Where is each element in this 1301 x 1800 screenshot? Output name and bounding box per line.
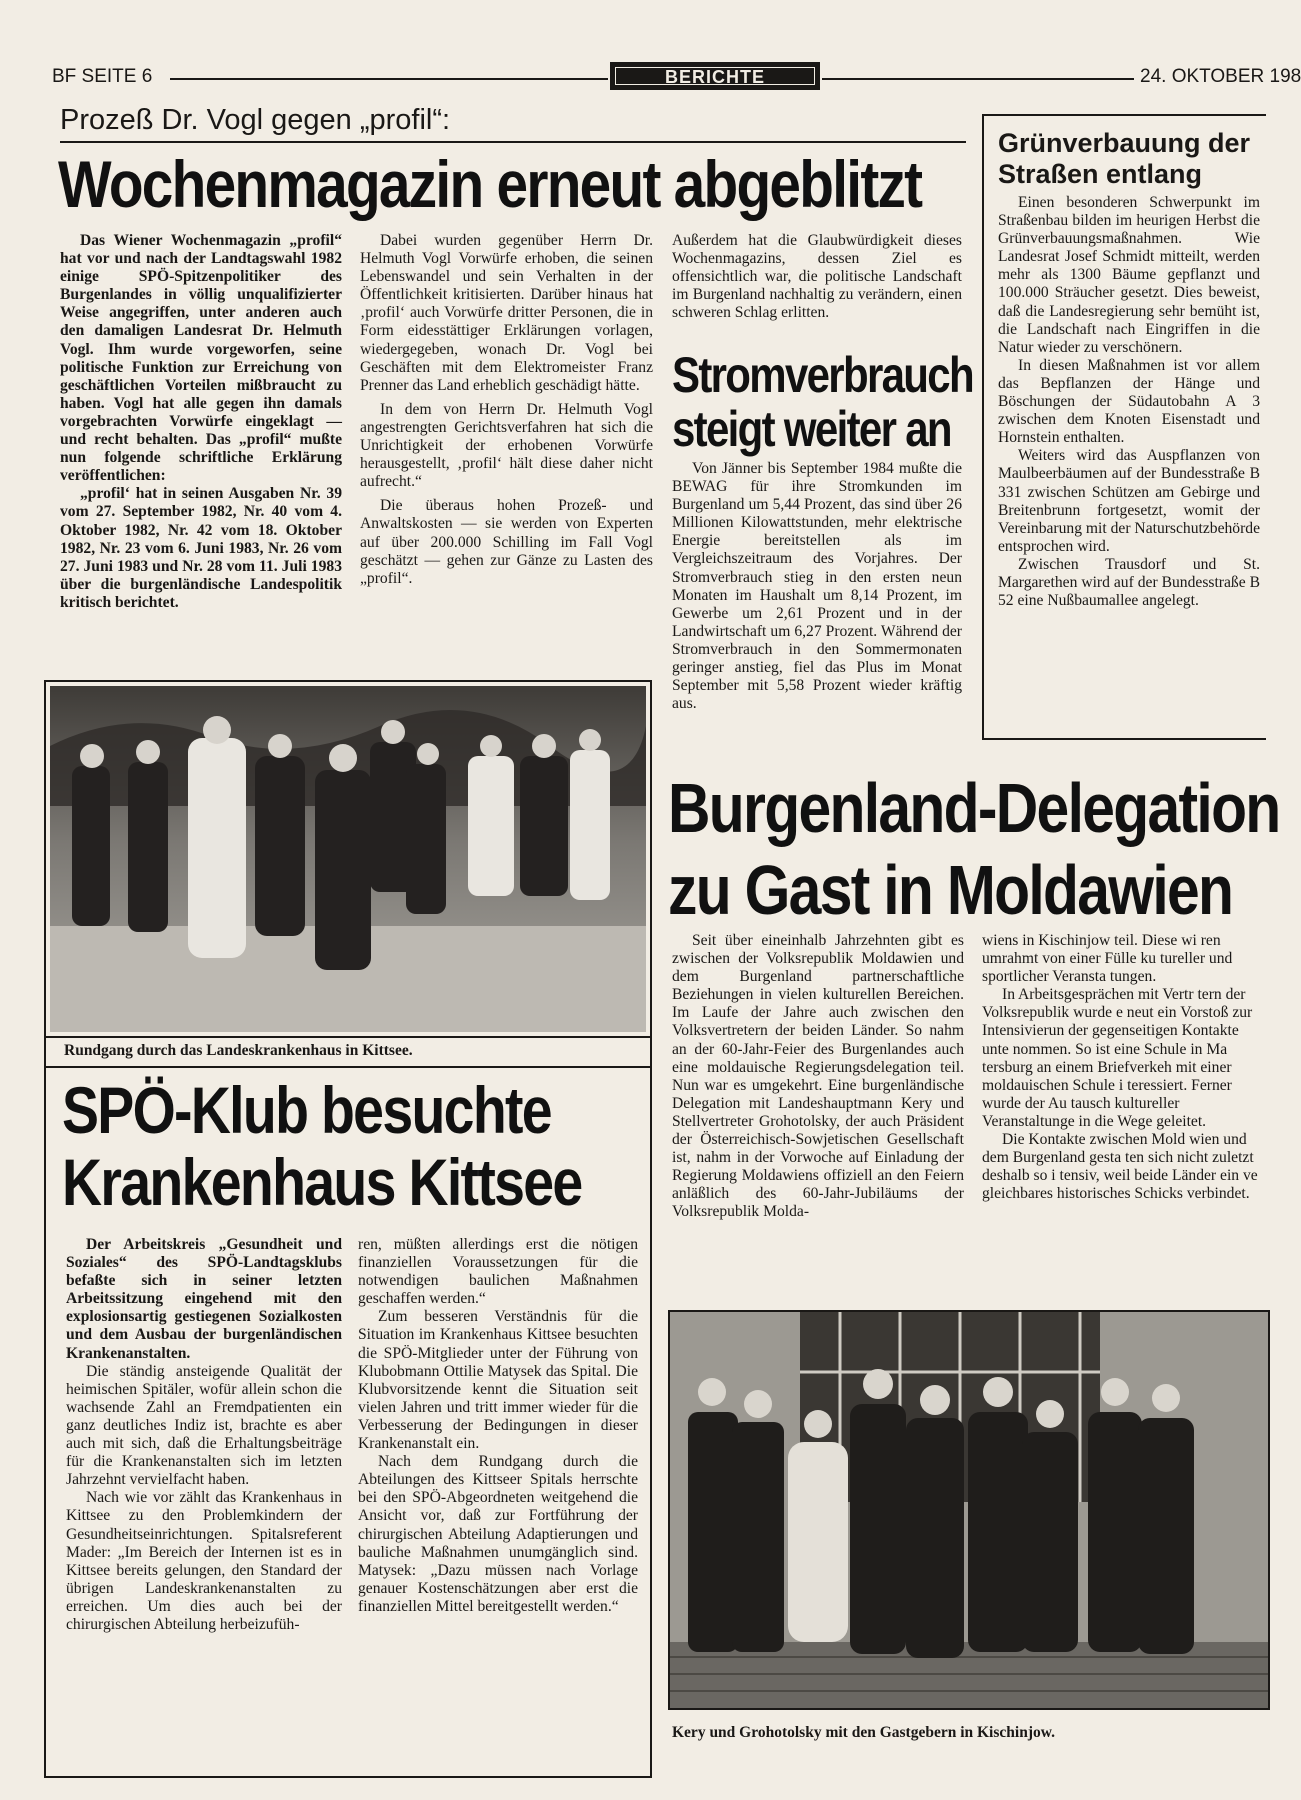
delegation-photo-image: [670, 1312, 1268, 1708]
article3-p2: In diesen Maßnahmen ist vor allem das Bepflanzen der Hänge und Böschungen der Südautobahn A 3 zwischen dem Knoten Eisenstadt und Hornstein enthalten.: [998, 356, 1260, 447]
article1-col2-p2: In dem von Herrn Dr. Helmuth Vogl angestrengten Gerichtsverfahren hat sich die Unrichtigkeit der erhobenen Vorwürfe herausgestellt, ‚profil‘ hält diese daher nicht aufrecht.“: [360, 400, 653, 491]
article4-col1: [66, 1236, 342, 1634]
headline-stromverbrauch-2: steigt weiter an: [672, 401, 951, 457]
section-label: BERICHTE: [664, 67, 765, 87]
article1-col3: [672, 232, 962, 322]
page-header: [52, 62, 1301, 96]
headline-moldawien-2: zu Gast in Moldawien: [668, 851, 1233, 929]
article3-p4: Zwischen Trausdorf und St. Margarethen wird auf der Bundesstraße B 52 eine Nußbaumallee angelegt.: [998, 555, 1260, 610]
article1-col2: [360, 232, 653, 588]
hospital-tour-photo-image: [50, 686, 646, 1032]
headline-moldawien-1: Burgenland-Delegation: [668, 769, 1280, 847]
headline-stromverbrauch-1: Stromverbrauch: [672, 347, 973, 403]
photo-bottom-rule: [46, 1036, 650, 1038]
article5-col1: [672, 932, 964, 1222]
headline-wochenmagazin: Wochenmagazin erneut abgeblitzt: [58, 147, 922, 221]
article2-text-block: [672, 460, 962, 713]
article2-text: Von Jänner bis September 1984 mußte die BEWAG für ihre Stromkunden im Burgenland um 5,44 Prozent, das sind über 26 Millionen Kilowattstunden, mehr elektrische Energie bereitstellen als im Vergleichszeitraum des Vorjahres. Der Stromverbrauch stieg in den ersten neun Monaten im Haushalt um 8,14 Prozent, im Gewerbe um 2,61 Prozent und in der Landwirtschaft um 6,27 Prozent. Während der Stromverbrauch in den Sommermonaten geringer anstieg, fiel das Plus im Monat September mit 5,58 Prozent wieder kräftig aus.: [672, 460, 962, 713]
header-rule-left: [170, 78, 608, 80]
article4-lead: Der Arbeitskreis „Gesundheit und Soziales“ des SPÖ-Landtagsklubs befaßte sich in seiner letzten Arbeitssitzung eingehend mit den explosionsartig gestiegenen Sozialkosten und dem Ausbau der burgenländischen Krankenanstalten.: [66, 1236, 342, 1362]
article3-p1: Einen besonderen Schwerpunkt im Straßenbau bilden im heurigen Herbst die Grünverbauungsmaßnahmen. Wie Landesrat Josef Schmidt mitteilt, werden mehr als 1300 Bäume gepflanzt und 100.000 Sträucher gesetzt. Dies beweist, daß die Landesregierung sehr bemüht ist, die Landschaft nach Eingriffen in die Natur wieder zu verschönern.: [998, 194, 1260, 356]
article4-col2: [358, 1236, 638, 1616]
article1-lead: Das Wiener Wochenmagazin „profil“ hat vor und nach der Landtagswahl 1982 einige SPÖ-Spitzenpolitiker des Burgenlandes in völlig unqualifizierter Weise angegriffen, unter anderen auch den damaligen Landesrat Dr. Helmuth Vogl. Ihm wurde vorgeworfen, seine politische Funktion zur Erreichung von geschäftlichen Vorteilen mißbraucht zu haben. Vogl hat alle gegen ihn damals vorgebrachten Vorwürfe eingeklagt — und recht behalten. Das „profil“ mußte nun folgende schriftliche Erklärung veröffentlichen:: [60, 232, 342, 485]
article5-col1-text: Seit über eineinhalb Jahrzehnten gibt es zwischen der Volksrepublik Moldawien und dem Burgenland partnerschaftliche Beziehungen in vielen kulturellen Bereichen. Im Laufe der Jahre auch zwischen den Volksvertretern der beiden Länder. So nahm an der 60-Jahr-Feier des Burgenlandes auch eine moldauische Regierungsdelegation teil. Nun war es umgekehrt. Eine burgenländische Delegation mit Landeshauptmann Kery und Stellvertreter Grohotolsky, der auch Präsident der Österreichisch-Sowjetischen Gesellschaft ist, nahm in der Vorwoche auf Einladung der Regierung Moldawiens offiziell an den Feiern anläßlich des 60-Jahr-Jubiläums der Volksrepublik Molda-: [672, 932, 964, 1221]
photo-delegation: [668, 1310, 1270, 1710]
article3-body: [998, 194, 1260, 610]
article1-col2-p3: Die überaus hohen Prozeß- und Anwaltskosten — sie werden von Experten auf über 200.000 Schilling im Fall Vogl geschätzt — gehen zur Gänze zu Lasten des „profil“.: [360, 497, 653, 587]
photo-hospital-tour: [50, 686, 646, 1032]
page-number: BF SEITE 6: [52, 66, 153, 87]
article4-col1-p2: Die ständig ansteigende Qualität der heimischen Spitäler, wofür allein schon die wachsende Zahl an Fremdpatienten ein ganz deutliches Indiz ist, brachte es aber auch mit sich, daß die Erhaltungsbeiträge für die Krankenanstalten sich im letzten Jahrzehnt vervielfacht haben.: [66, 1362, 342, 1489]
kicker-underline: [60, 141, 966, 143]
article1-col1: [60, 232, 342, 612]
caption-bottom-rule: [46, 1066, 650, 1068]
delegation-photo-caption: Kery und Grohotolsky mit den Gastgebern in Kischinjow.: [672, 1724, 1055, 1741]
headline-gruenverbauung-2: Straßen entlang: [998, 159, 1203, 189]
headline-gruenverbauung-1: Grünverbauung der: [998, 128, 1251, 158]
spoe-klub-box: [44, 680, 652, 1778]
article4-col1-p3: Nach wie vor zählt das Krankenhaus in Kittsee zu den Problemkindern der Gesundheitseinrichtungen. Spitalsreferent Mader: „Im Bereich der Internen ist es in Kittsee bereits gelungen, den Standard der übrigen Landeskrankenanstalten zu erreichen. Um dies auch bei der chirurgischen Abteilung herbeizufüh-: [66, 1489, 342, 1633]
gruenverbauung-box: [982, 114, 1266, 740]
section-label-box: [610, 62, 820, 90]
header-rule-right: [822, 78, 1134, 80]
article4-col2-p3: Nach dem Rundgang durch die Abteilungen des Kittseer Spitals herrschte bei den SPÖ-Abgeordneten weitgehend die Ansicht vor, daß zur Fortführung der chirurgischen Abteilung Adaptierungen und bauliche Maßnahmen unumgänglich sind. Matysek: „Dazu müssen nach Vorlage genauer Kostenschätzungen aber erst die finanziellen Mittel bereitgestellt werden.“: [358, 1453, 638, 1615]
article5-col2-p3: Die Kontakte zwischen Mold wien und dem Burgenland gesta ten sich nicht zuletzt deshalb so i tensiv, weil beide Länder ein ve gleichbares historisches Schicks verbindet.: [982, 1131, 1258, 1203]
issue-date: 24. OKTOBER 198: [1140, 66, 1301, 87]
article5-col2: [982, 932, 1266, 1203]
article1-col3-p1: Außerdem hat die Glaubwürdigkeit dieses Wochenmagazins, dessen Ziel es offensichtlich war, die politische Landschaft im Burgenland nachhaltig zu verändern, einen schweren Schlag erlitten.: [672, 232, 962, 322]
hospital-photo-caption: Rundgang durch das Landeskrankenhaus in Kittsee.: [64, 1042, 413, 1059]
kicker-line: Prozeß Dr. Vogl gegen „profil“:: [60, 104, 451, 136]
article4-col2-p2: Zum besseren Verständnis für die Situation im Krankenhaus Kittsee besuchten die SPÖ-Mitglieder unter der Führung von Klubobmann Ottilie Matysek das Spital. Die Klubvorsitzende kennt die Situation seit vielen Jahren und tritt immer wieder für die Verbesserung der Bedingungen in dieser Krankenanstalt ein.: [358, 1308, 638, 1453]
article5-col2-p2: In Arbeitsgesprächen mit Vertr tern der Volksrepublik wurde e neut ein Vorstoß zur Intensivierun der gegenseitigen Kontakte unte nommen. So ist eine Schule in Ma tersburg an einem Briefverkeh mit einer moldauischen Schule i teressiert. Ferner wurde der Au tausch kultureller Veranstaltunge in die Wege geleitet.: [982, 986, 1253, 1130]
article1-col2-p1: Dabei wurden gegenüber Herrn Dr. Helmuth Vogl Vorwürfe erhoben, die seinen Lebenswandel und sein Verhalten in der Öffentlichkeit kritisierten. Darüber hinaus hat ‚profil‘ auch Vorwürfe dritter Personen, die in Form eidesstättiger Erklärungen vorlagen, wiedergegeben, wonach Dr. Vogl bei Geschäften mit dem Elektromeister Franz Prenner das Land erheblich geschädigt hätte.: [360, 232, 653, 394]
article4-col2-p1: ren, müßten allerdings erst die nötigen finanziellen Voraussetzungen für die notwendigen baulichen Maßnahmen geschaffen werden.“: [358, 1236, 638, 1308]
headline-spoe-klub-1: SPÖ-Klub besuchte: [62, 1073, 551, 1147]
article1-quote: „profil‘ hat in seinen Ausgaben Nr. 39 vom 27. September 1982, Nr. 40 vom 4. Oktober 1982, Nr. 42 vom 18. Oktober 1982, Nr. 23 vom 6. Juni 1983, Nr. 26 vom 27. Juni 1983 und Nr. 28 vom 11. Juli 1983 über die burgenländische Landespolitik kritisch berichtet.: [60, 485, 342, 611]
article3-p3: Weiters wird das Auspflanzen von Maulbeerbäumen auf der Bundesstraße B 331 zwischen Schützen am Gebirge und Breitenbrunn fortgesetzt, womit der Vereinbarung mit der Naturschutzbehörde entsprochen wird.: [998, 447, 1260, 555]
article5-col2-p1: wiens in Kischinjow teil. Diese wi ren umrahmt von einer Fülle ku tureller und sportlicher Veransta tungen.: [982, 932, 1233, 986]
headline-spoe-klub-2: Krankenhaus Kittsee: [62, 1145, 582, 1219]
